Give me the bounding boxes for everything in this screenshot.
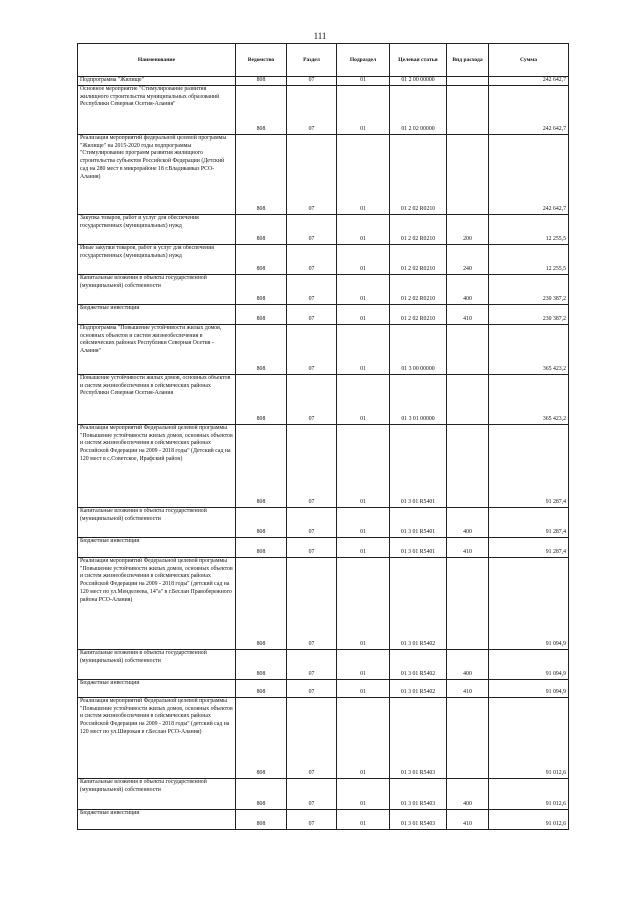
row-section: 07	[287, 86, 337, 135]
row-target: 01 3 01 R5402	[390, 680, 447, 698]
row-subsection: 01	[337, 680, 390, 698]
row-dept: 808	[236, 375, 287, 425]
row-sum: 242 642,7	[489, 86, 569, 135]
row-section: 07	[287, 508, 337, 538]
table-row	[78, 538, 569, 558]
row-target: 01 2 02 00000	[390, 86, 447, 135]
row-dept: 808	[236, 275, 287, 305]
row-subsection: 01	[337, 650, 390, 680]
table-row	[78, 305, 569, 325]
row-target: 01 3 01 R5402	[390, 558, 447, 650]
row-target: 01 3 01 R5403	[390, 779, 447, 810]
row-name: Бюджетные инвестиции	[78, 305, 236, 325]
row-section: 07	[287, 680, 337, 698]
row-name: Подпрограмма "Повышение устойчивости жилых домов, основных объектов и систем жизнеобеспечения в сейсмических районах Республики Северная Осетия - Алания"	[78, 325, 236, 375]
row-expense-type: 400	[447, 650, 489, 680]
row-section: 07	[287, 558, 337, 650]
row-expense-type	[447, 86, 489, 135]
row-section: 07	[287, 245, 337, 275]
row-sum: 91 094,9	[489, 650, 569, 680]
row-sum: 230 387,2	[489, 275, 569, 305]
row-dept: 808	[236, 86, 287, 135]
row-expense-type	[447, 325, 489, 375]
row-target: 01 2 02 R0210	[390, 135, 447, 215]
row-subsection: 01	[337, 77, 390, 86]
row-target: 01 2 02 R0210	[390, 215, 447, 245]
table-row	[78, 650, 569, 680]
row-sum: 91 012,6	[489, 698, 569, 779]
row-section: 07	[287, 650, 337, 680]
row-section: 07	[287, 215, 337, 245]
row-expense-type	[447, 425, 489, 508]
row-name: Реализация мероприятий Федеральной целевой программы "Повышение устойчивости жилых домов, основных объектов и систем жизнеобеспечения в сейсмических районах Российской Федерации на 2009 - 2018 годы" (Детский сад на 120 мест в с.Советское, Ирафский район)	[78, 425, 236, 508]
row-name: Закупка товаров, работ и услуг для обеспечения государственных (муниципальных) нужд	[78, 215, 236, 245]
table-row	[78, 77, 569, 86]
row-sum: 365 423,2	[489, 375, 569, 425]
row-subsection: 01	[337, 779, 390, 810]
table-row	[78, 558, 569, 650]
row-expense-type: 240	[447, 245, 489, 275]
table-row	[78, 245, 569, 275]
row-target: 01 2 02 R0210	[390, 275, 447, 305]
header-dept: Ведомство	[236, 44, 287, 77]
row-target: 01 2 00 00000	[390, 77, 447, 86]
row-target: 01 3 01 00000	[390, 375, 447, 425]
row-dept: 808	[236, 680, 287, 698]
row-target: 01 2 02 R0210	[390, 245, 447, 275]
row-dept: 808	[236, 135, 287, 215]
row-target: 01 2 02 R0210	[390, 305, 447, 325]
row-subsection: 01	[337, 215, 390, 245]
row-name: Капитальные вложения в объекты государственной (муниципальной) собственности	[78, 779, 236, 810]
table-row	[78, 275, 569, 305]
row-expense-type	[447, 698, 489, 779]
row-dept: 808	[236, 77, 287, 86]
row-subsection: 01	[337, 558, 390, 650]
table-row	[78, 508, 569, 538]
row-subsection: 01	[337, 135, 390, 215]
row-subsection: 01	[337, 275, 390, 305]
header-expense-type: Вид расхода	[447, 44, 489, 77]
header-subsection: Подраздел	[337, 44, 390, 77]
row-sum: 91 094,9	[489, 558, 569, 650]
header-sum: Сумма	[489, 44, 569, 77]
row-section: 07	[287, 698, 337, 779]
row-dept: 808	[236, 779, 287, 810]
row-dept: 808	[236, 245, 287, 275]
row-subsection: 01	[337, 810, 390, 830]
row-expense-type: 400	[447, 779, 489, 810]
row-name: Реализация мероприятий Федеральной целевой программы "Повышение устойчивости жилых домов, основных объектов и систем жизнеобеспечения в сейсмических районах Российской Федерации на 2009 - 2018 годы" (детский сад на 120 мест по ул.Широкая в г.Беслан РСО-Алания)	[78, 698, 236, 779]
row-subsection: 01	[337, 305, 390, 325]
row-sum: 91 012,6	[489, 779, 569, 810]
row-section: 07	[287, 275, 337, 305]
row-sum: 91 094,9	[489, 680, 569, 698]
row-target: 01 3 01 R5403	[390, 698, 447, 779]
row-dept: 808	[236, 215, 287, 245]
row-name: Капитальные вложения в объекты государственной (муниципальной) собственности	[78, 650, 236, 680]
table-row	[78, 135, 569, 215]
row-subsection: 01	[337, 325, 390, 375]
table-header-row	[78, 44, 569, 77]
table-row	[78, 215, 569, 245]
row-sum: 242 642,7	[489, 77, 569, 86]
row-section: 07	[287, 425, 337, 508]
row-name: Капитальные вложения в объекты государственной (муниципальной) собственности	[78, 275, 236, 305]
row-name: Бюджетные инвестиции	[78, 810, 236, 830]
row-name: Капитальные вложения в объекты государственной (муниципальной) собственности	[78, 508, 236, 538]
row-subsection: 01	[337, 245, 390, 275]
table-row	[78, 425, 569, 508]
row-dept: 808	[236, 558, 287, 650]
row-sum: 12 255,5	[489, 215, 569, 245]
row-sum: 242 642,7	[489, 135, 569, 215]
row-sum: 91 287,4	[489, 538, 569, 558]
row-dept: 808	[236, 810, 287, 830]
row-target: 01 3 01 R5401	[390, 508, 447, 538]
row-expense-type: 200	[447, 215, 489, 245]
row-expense-type: 400	[447, 508, 489, 538]
row-name: Бюджетные инвестиции	[78, 538, 236, 558]
row-name: Подпрограмма "Жилище"	[78, 77, 236, 86]
row-expense-type: 410	[447, 680, 489, 698]
row-name: Основное мероприятие "Стимулирование развития жилищного строительства муниципальных образований Республики Северная Осетия-Алания"	[78, 86, 236, 135]
row-name: Реализация мероприятий федеральной целевой программы "Жилище" на 2015-2020 годы подпрограммы "Стимулирование программ развития жилищного строительства субъектов Российской Федерации (Детский сад на 280 мест в микрорайоне 18 г.Владикавказ РСО-Алания)	[78, 135, 236, 215]
row-sum: 12 255,5	[489, 245, 569, 275]
table-row	[78, 86, 569, 135]
header-name: Наименование	[78, 44, 236, 77]
row-expense-type	[447, 135, 489, 215]
row-dept: 808	[236, 425, 287, 508]
table-row	[78, 680, 569, 698]
row-expense-type	[447, 375, 489, 425]
row-expense-type	[447, 77, 489, 86]
row-subsection: 01	[337, 698, 390, 779]
row-section: 07	[287, 538, 337, 558]
table-row	[78, 810, 569, 830]
row-section: 07	[287, 325, 337, 375]
row-expense-type: 400	[447, 275, 489, 305]
row-section: 07	[287, 135, 337, 215]
table-row	[78, 698, 569, 779]
row-dept: 808	[236, 538, 287, 558]
row-dept: 808	[236, 698, 287, 779]
row-section: 07	[287, 305, 337, 325]
header-target: Целевая статья	[390, 44, 447, 77]
row-expense-type	[447, 558, 489, 650]
header-section: Раздел	[287, 44, 337, 77]
row-name: Повышение устойчивости жилых домов, основных объектов и систем жизнеобеспечения в сейсмических районах Республики Северная Осетия-Алания	[78, 375, 236, 425]
row-section: 07	[287, 779, 337, 810]
row-name: Иные закупки товаров, работ и услуг для обеспечения государственных (муниципальных) нужд	[78, 245, 236, 275]
row-target: 01 3 01 R5401	[390, 538, 447, 558]
row-name: Реализация мероприятий Федеральной целевой программы "Повышение устойчивости жилых домов, основных объектов и систем жизнеобеспечения в сейсмических районах Российской Федерации на 2009 - 2018 годы" (детский сад на 120 мест по ул.Менделеева, 14"а" в г.Беслан Правобережного района РСО-Алания)	[78, 558, 236, 650]
row-section: 07	[287, 375, 337, 425]
budget-table	[77, 43, 569, 830]
row-subsection: 01	[337, 538, 390, 558]
row-subsection: 01	[337, 86, 390, 135]
table-row	[78, 375, 569, 425]
row-sum: 91 287,4	[489, 425, 569, 508]
row-subsection: 01	[337, 425, 390, 508]
row-expense-type: 410	[447, 538, 489, 558]
row-subsection: 01	[337, 508, 390, 538]
row-section: 07	[287, 77, 337, 86]
page-number: 111	[313, 31, 327, 41]
row-target: 01 3 01 R5403	[390, 810, 447, 830]
table-row	[78, 325, 569, 375]
row-expense-type: 410	[447, 810, 489, 830]
table-row	[78, 779, 569, 810]
row-target: 01 3 01 R5402	[390, 650, 447, 680]
row-sum: 91 012,6	[489, 810, 569, 830]
row-target: 01 3 01 R5401	[390, 425, 447, 508]
row-dept: 808	[236, 508, 287, 538]
row-target: 01 3 00 00000	[390, 325, 447, 375]
row-sum: 91 287,4	[489, 508, 569, 538]
row-section: 07	[287, 810, 337, 830]
row-expense-type: 410	[447, 305, 489, 325]
row-sum: 365 423,2	[489, 325, 569, 375]
row-subsection: 01	[337, 375, 390, 425]
row-dept: 808	[236, 325, 287, 375]
row-dept: 808	[236, 650, 287, 680]
row-name: Бюджетные инвестиции	[78, 680, 236, 698]
row-sum: 230 387,2	[489, 305, 569, 325]
row-dept: 808	[236, 305, 287, 325]
